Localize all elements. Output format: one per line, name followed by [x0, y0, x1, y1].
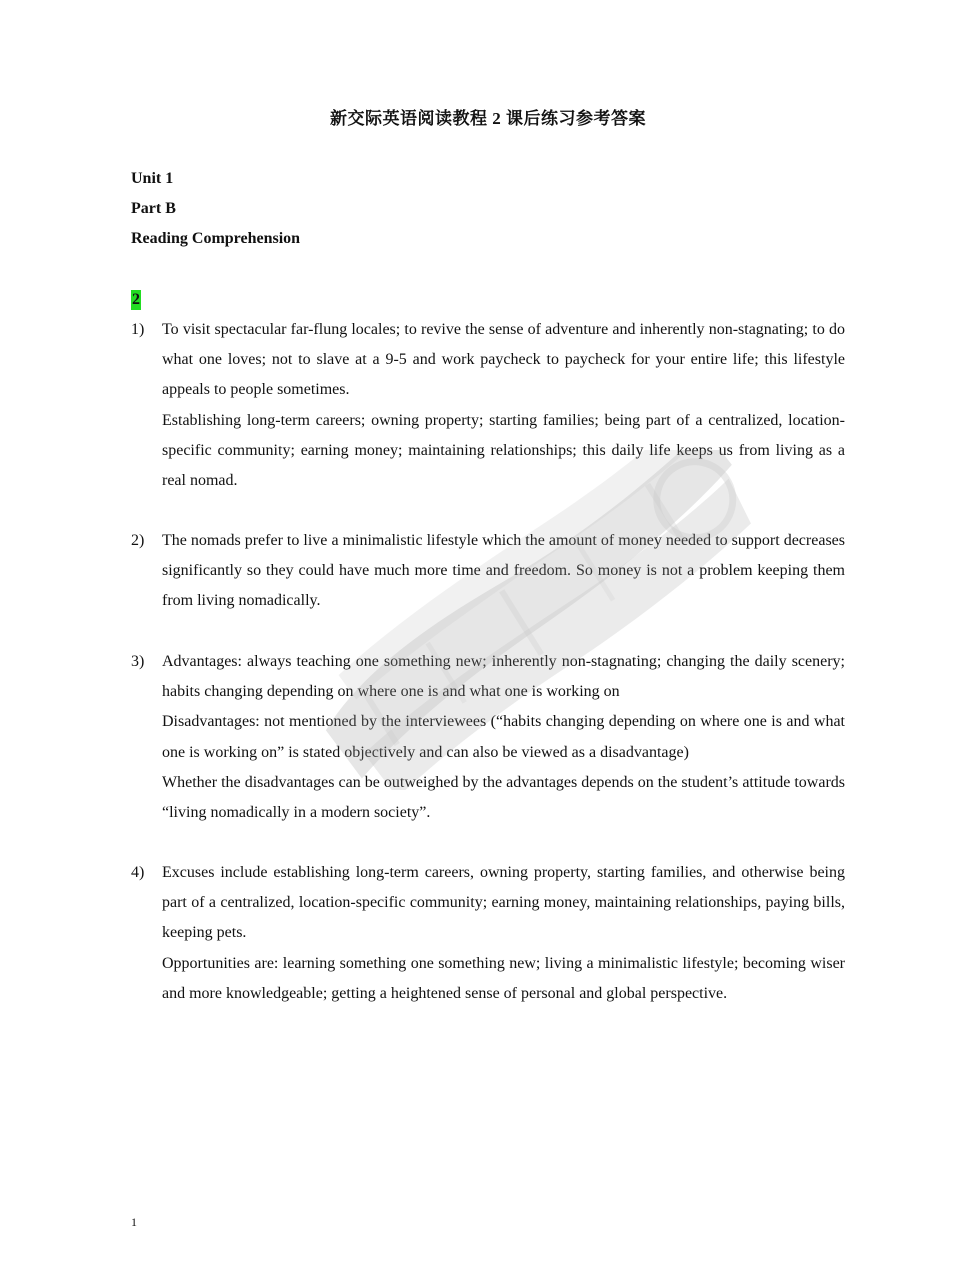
page-title: 新交际英语阅读教程 2 课后练习参考答案 — [330, 109, 646, 128]
answer-1-paragraph-2: Establishing long-term careers; owning property; starting families; being part of a centralized, location-specific community; earning money; maintaining relationships; this daily life keeps us from living as a real nomad. — [162, 411, 845, 490]
answer-number-1: 1) — [131, 321, 145, 338]
exercise-number-highlight: 2 — [132, 291, 140, 308]
answer-3-paragraph-2: Disadvantages: not mentioned by the interviewees (“habits changing depending on where one is and what one is working on” is stated objectively and can also be viewed as a disadvantage) — [162, 713, 845, 761]
page-number: 1 — [131, 1215, 137, 1229]
answer-2-paragraph-1: The nomads prefer to live a minimalistic lifestyle which the amount of money needed to support decreases significantly so they could have much more time and freedom. So money is not a problem keeping them from living nomadically. — [162, 532, 845, 610]
answer-3 — [162, 647, 845, 828]
answer-4-paragraph-1: Excuses include establishing long-term careers, owning property, starting families, and otherwise being part of a centralized, location-specific community; earning money, maintaining relationships, paying bills, keeping pets. — [162, 864, 845, 942]
answer-3-paragraph-3: Whether the disadvantages can be outweighed by the advantages depends on the student’s attitude towards “living nomadically in a modern society”. — [162, 773, 845, 822]
answer-number-2: 2) — [131, 532, 145, 549]
answer-3-paragraph-1: Advantages: always teaching one something new; inherently non-stagnating; changing the daily scenery; habits changing depending on where one is and what one is working on — [162, 653, 845, 701]
answer-number-4: 4) — [131, 864, 145, 881]
answer-4 — [162, 858, 845, 1009]
part-heading: Part B — [131, 200, 176, 217]
answer-4-paragraph-2: Opportunities are: learning something one something new; living a minimalistic lifestyle; becoming wiser and more knowledgeable; getting a heightened sense of personal and global perspective. — [162, 954, 845, 1002]
unit-heading: Unit 1 — [131, 170, 174, 187]
answer-number-3: 3) — [131, 653, 145, 670]
answer-1 — [162, 315, 845, 496]
section-heading: Reading Comprehension — [131, 230, 301, 247]
answer-2 — [162, 526, 845, 617]
answer-1-paragraph-1: To visit spectacular far-flung locales; to revive the sense of adventure and inherently non-stagnating; to do what one loves; not to slave at a 9-5 and work paycheck to paycheck for your entire life; this lifestyle appeals to people sometimes. — [162, 321, 845, 399]
